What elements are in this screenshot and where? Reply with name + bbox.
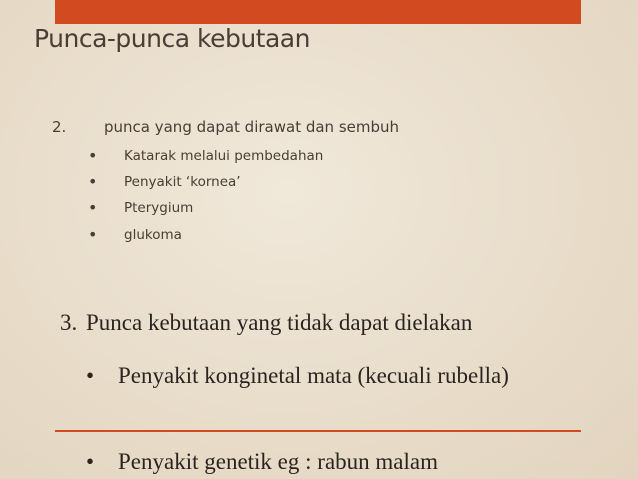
divider	[55, 430, 581, 432]
list-item-text: Penyakit konginetal mata (kecuali rubella)	[118, 363, 509, 388]
title-accent-bar	[55, 0, 581, 24]
bullet: •	[88, 198, 98, 217]
slide-title: Punca-punca kebutaan	[34, 24, 310, 53]
list-item-text: Katarak melalui pembedahan	[124, 148, 324, 164]
section-3-heading-text: Punca kebutaan yang tidak dapat dielakan	[86, 310, 473, 335]
list-item-text: Penyakit ‘kornea’	[124, 174, 241, 190]
list-item-text: glukoma	[124, 227, 182, 243]
section-3-number: 3.	[60, 310, 78, 335]
list-item-text: Pterygium	[124, 200, 194, 216]
list-item-text: Penyakit genetik eg : rabun malam	[118, 449, 438, 474]
bullet: •	[88, 172, 98, 191]
bullet: •	[88, 225, 98, 244]
section-2-number: 2.	[52, 118, 67, 136]
bullet: •	[86, 449, 95, 474]
section-2-heading-text: punca yang dapat dirawat dan sembuh	[104, 118, 400, 136]
bullet: •	[86, 363, 95, 388]
bullet: •	[88, 146, 98, 165]
